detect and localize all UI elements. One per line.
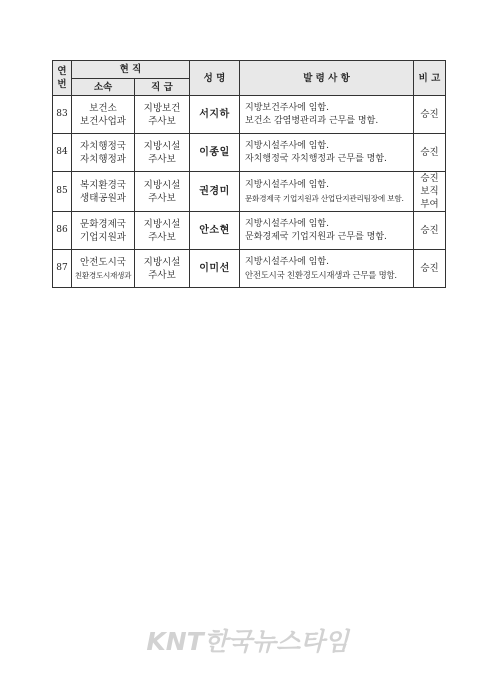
header-serial-line2: 번 bbox=[57, 79, 67, 90]
grade-line: 지방시설 bbox=[143, 179, 181, 191]
grade-line: 주사보 bbox=[148, 115, 176, 127]
watermark-logo: KNT한국뉴스타임 bbox=[146, 627, 349, 656]
note-line: 승진 bbox=[420, 109, 439, 120]
appointment-cell bbox=[240, 96, 414, 134]
grade-line: 주사보 bbox=[148, 269, 176, 281]
table-row bbox=[53, 134, 446, 172]
grade-line: 지방보건 bbox=[143, 102, 181, 114]
appointment-line: 지방시설주사에 임함. bbox=[245, 218, 329, 229]
grade-line: 주사보 bbox=[148, 153, 176, 165]
note-line: 승진 bbox=[420, 147, 439, 158]
table-row bbox=[53, 250, 446, 288]
header-name: 성 명 bbox=[190, 61, 240, 96]
appointment-cell bbox=[240, 212, 414, 250]
grade-line: 지방시설 bbox=[143, 256, 181, 268]
appointment-line: 지방시설주사에 임함. bbox=[245, 256, 329, 267]
department-line: 보건소 bbox=[89, 102, 117, 114]
table-row bbox=[53, 172, 446, 212]
grade-line: 지방시설 bbox=[143, 218, 181, 230]
department-line: 자치행정국 bbox=[80, 140, 126, 152]
name-cell: 이종일 bbox=[190, 134, 240, 172]
department-line: 생태공원과 bbox=[80, 192, 126, 204]
department-line: 보건사업과 bbox=[80, 115, 126, 127]
note-cell bbox=[414, 250, 446, 288]
note-cell bbox=[414, 96, 446, 134]
appointment-cell bbox=[240, 134, 414, 172]
department-cell bbox=[72, 250, 135, 288]
header-note: 비 고 bbox=[414, 61, 446, 96]
appointment-cell bbox=[240, 172, 414, 212]
table-row bbox=[53, 96, 446, 134]
name-cell: 권경미 bbox=[190, 172, 240, 212]
appointment-line: 지방시설주사에 임함. bbox=[245, 140, 329, 151]
department-line: 문화경제국 bbox=[80, 218, 126, 230]
appointment-cell bbox=[240, 250, 414, 288]
appointment-line: 보건소 감염병관리과 근무를 명함. bbox=[245, 115, 379, 126]
personnel-order-table bbox=[52, 60, 446, 288]
header-grade: 직 급 bbox=[135, 79, 190, 96]
header-current-post: 현 직 bbox=[72, 61, 190, 79]
appointment-line: 문화경제국 기업지원과 산업단지관리팀장에 보함. bbox=[245, 193, 404, 203]
department-line: 자치행정과 bbox=[80, 153, 126, 165]
note-cell bbox=[414, 134, 446, 172]
department-cell bbox=[72, 96, 135, 134]
serial-number-cell: 87 bbox=[53, 250, 72, 288]
department-cell bbox=[72, 134, 135, 172]
serial-number-cell: 86 bbox=[53, 212, 72, 250]
grade-cell bbox=[135, 212, 190, 250]
grade-line: 주사보 bbox=[148, 231, 176, 243]
grade-cell bbox=[135, 172, 190, 212]
header-appointment: 발 령 사 항 bbox=[240, 61, 414, 96]
department-line: 친환경도시재생과 bbox=[74, 270, 132, 280]
note-line: 승진 bbox=[420, 263, 439, 274]
name-cell: 안소현 bbox=[190, 212, 240, 250]
department-line: 기업지원과 bbox=[80, 231, 126, 243]
note-cell bbox=[414, 172, 446, 212]
grade-cell bbox=[135, 96, 190, 134]
appointment-line: 지방보건주사에 임함. bbox=[245, 102, 329, 113]
note-cell bbox=[414, 212, 446, 250]
grade-line: 주사보 bbox=[148, 192, 176, 204]
table-row bbox=[53, 212, 446, 250]
grade-line: 지방시설 bbox=[143, 140, 181, 152]
grade-cell bbox=[135, 250, 190, 288]
header-department: 소속 bbox=[72, 79, 135, 96]
appointment-line: 지방시설주사에 임함. bbox=[245, 179, 329, 190]
grade-cell bbox=[135, 134, 190, 172]
note-line: 승진 bbox=[420, 173, 439, 184]
appointment-line: 안전도시국 친환경도시재생과 근무를 명함. bbox=[245, 269, 397, 280]
note-line: 보직 bbox=[420, 186, 439, 197]
name-cell: 서지하 bbox=[190, 96, 240, 134]
appointment-line: 문화경제국 기업지원과 근무를 명함. bbox=[245, 231, 387, 242]
serial-number-cell: 85 bbox=[53, 172, 72, 212]
name-cell: 이미선 bbox=[190, 250, 240, 288]
department-cell bbox=[72, 172, 135, 212]
header-serial-number bbox=[53, 61, 72, 96]
header-serial-line1: 연 bbox=[57, 66, 67, 77]
note-line: 부여 bbox=[420, 199, 439, 210]
department-line: 복지환경국 bbox=[80, 179, 126, 191]
appointment-line: 자치행정국 자치행정과 근무를 명함. bbox=[245, 153, 387, 164]
department-cell bbox=[72, 212, 135, 250]
note-line: 승진 bbox=[420, 225, 439, 236]
department-line: 안전도시국 bbox=[80, 256, 126, 268]
serial-number-cell: 83 bbox=[53, 96, 72, 134]
serial-number-cell: 84 bbox=[53, 134, 72, 172]
